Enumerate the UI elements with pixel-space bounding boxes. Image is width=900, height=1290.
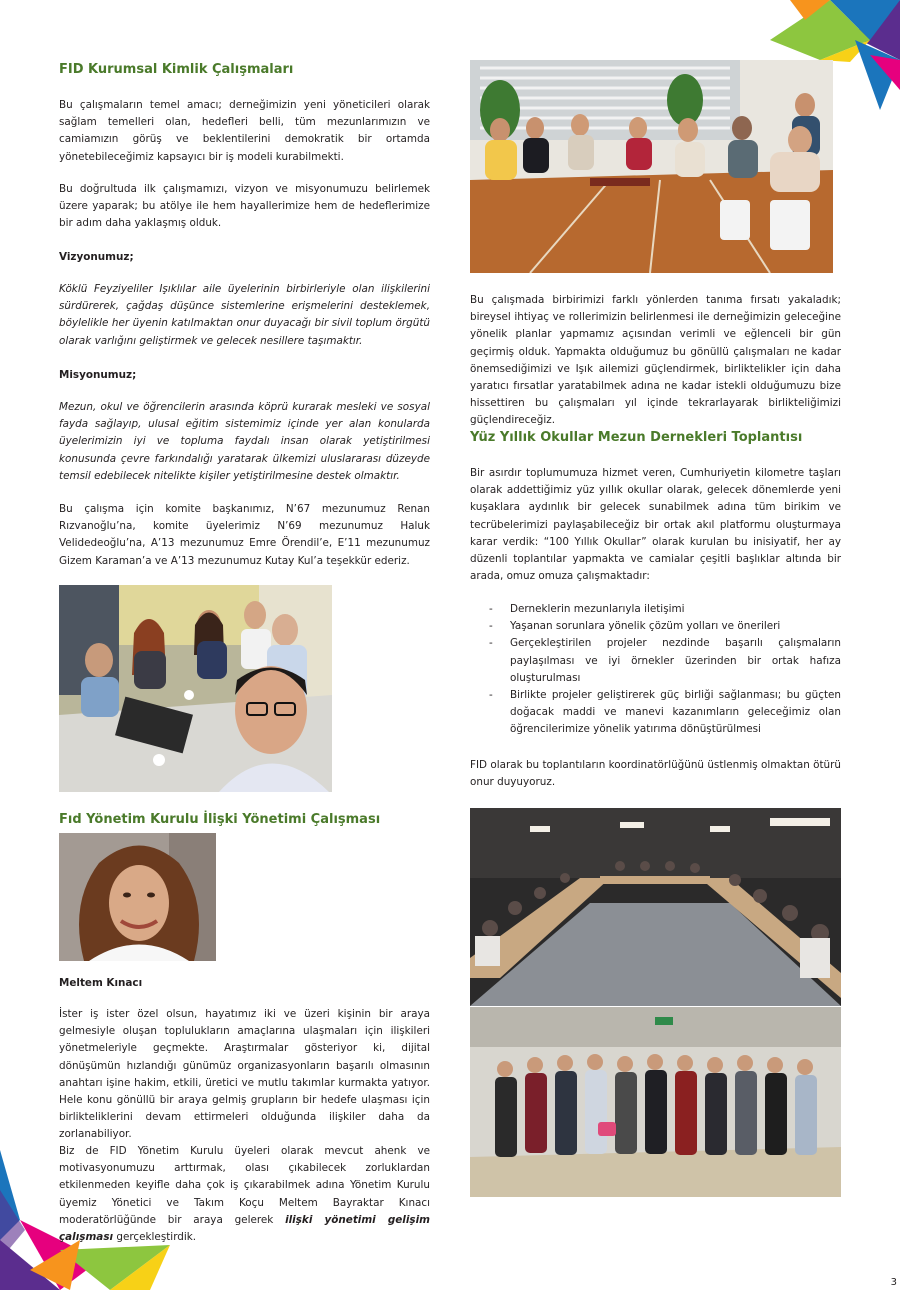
paragraph: Bu doğrultuda ilk çalışmamızı, vizyon ve misyonumuzu belirlemek üzere yaparak; bu atölye ile hem hayallerimize hem de hedeflerimize bir adım daha yaklaşmış olduk. [59,183,430,230]
section-title-kurumsal-kimlik: FID Kurumsal Kimlik Çalışmaları [59,62,294,77]
mission-heading: Misyonumuz; [59,369,137,381]
workshop-circle-photo [470,60,833,273]
bullet-mark: - [489,620,493,633]
paragraph: İster iş ister özel olsun, hayatımız iki ve üzeri kişinin bir araya gelmesiyle oluşan toplulukların amaçlarına ulaşmaları için ilişkileri yönetmeleriyle geçmekte. Araştırmalar gösteriyor ki, dijital dönüşümün hızlandığı günümüz organizasyonların başarılı olmasının anahtarı işine hakim, etkili, üretici ve mutlu takımlar kurmakta yatıyor. Hele konu gönüllü bir araya gelmiş grupların bir hedefe ulaşması için birlikteliklerini devam ettirmeleri olduğunda ilişkiler daha da zorlanabiliyor. [59,1008,430,1141]
paragraph: Bu çalışmada birbirimizi farklı yönlerden tanıma fırsatı yakaladık; bireysel ihtiyaç ve rollerimizin belirlenmesi ile derneğimizin geleceğine yönelik planlar yapmamız açısından verimli ve eğlenceli bir gün geçirmiş olduk. Yapmakta olduğumuz bu gönüllü çalışmaları ne kadar önemsediğimizi ve Işık ailemizi güçlendirmek, birliktelikler için daha yaratıcı fırsatlar yaratabilmek adına ne kadar istekli olduğumuzu bize hissettiren bu çalışmaları yıl içinde tekrarlayarak birlikteliğimizi güçlendireceğiz. [470,294,841,427]
section-title-yonetim-kurulu: Fıd Yönetim Kurulu İlişki Yönetimi Çalışması [59,812,381,827]
list-item-text: Birlikte projeler geliştirerek güç birliği sağlanması; bu güçten doğacak maddi ve manevi kazanımların geleceğimiz olan öğrencilerimize yönelik yatırıma dönüştürülmesi [510,689,841,736]
paragraph-with-emphasis [59,1143,430,1246]
portrait-photo-meltem-kinaci [59,833,216,961]
thanks-paragraph: Bu çalışma için komite başkanımız, N’67 mezunumuz Renan Rızvanoğlu’na, komite üyelerimiz N’69 mezunumuz Haluk Velidedeoğlu’na, A’13 mezunumuz Emre Örendil’e, E’11 mezunumuz Gizem Karaman’a ve A’13 mezunumuz Kutay Kul’a teşekkür ederiz. [59,503,430,567]
list-item [470,687,841,739]
list-item [470,635,841,687]
list-item-text: Derneklerin mezunlarıyla iletişimi [510,603,685,615]
paragraph: Bu çalışmaların temel amacı; derneğimizin yeni yöneticileri olarak sağlam temelleri olan, hedefleri belli, tüm mezunlarımızın ve camiamızın görüş ve beklentilerini demokratik bir ortamda yönetebileceğimiz kapsayıcı bir iş modeli kurabilmekti. [59,99,430,163]
emphasis-text: ilişki yönetimi gelişim çalışması [59,1213,430,1244]
paragraph-text: Biz de FID Yönetim Kurulu üyeleri olarak mevcut ahenk ve motivasyonumuzu arttırmak, olası çıkabilecek zorluklardan etkilenmeden keyifle daha çok iş çıkarabilmek adına Yönetim Kurulu üyemiz Yönetici ve Takım Koçu Meltem Bayraktar Kınacı moderatörlüğünde bir araya gelerek [59,1145,430,1226]
person-name: Meltem Kınacı [59,977,143,989]
section-title-yuz-yillik-okullar: Yüz Yıllık Okullar Mezun Dernekleri Toplantısı [470,430,803,445]
bullet-mark: - [489,637,493,650]
vision-heading: Vizyonumuz; [59,251,134,263]
paragraph: FID olarak bu toplantıların koordinatörlüğünü üstlenmiş olmaktan ötürü onur duyuyoruz. [470,759,841,789]
bullet-list [470,601,841,739]
list-item-text: Gerçekleştirilen projeler nezdinde başarılı çalışmaların paylaşılması ve iyi örnekler üzerinden bir ortak hafıza oluşturulması [510,637,841,684]
paragraph-text-end: gerçekleştirdik. [113,1231,197,1244]
group-photo [470,1007,841,1197]
paragraph: Bir asırdır toplumumuza hizmet veren, Cumhuriyetin kilometre taşları olarak addettiğimiz yüz yıllık okullar olarak, gelecek dönemlerde yeni kuşaklara aydınlık bir gelecek sunabilmek adına tüm birikim ve tecrübelerimizi paylaşabileceğiz bir ortak akıl platformu oluşturmaya karar verdik: “100 Yıllık Okullar” olarak kurulan bu inisiyatif, her ay düzenli toplantılar yapmakta ve camialar çeşitli başlıklar altında bir arada, omuz omuza çalışmaktadır: [470,467,841,583]
workshop-selfie-photo [59,585,332,792]
meeting-room-photo [470,808,841,1006]
page-number: 3 [890,1277,897,1288]
list-item-text: Yaşanan sorunlara yönelik çözüm yolları ve önerileri [510,620,781,633]
mission-text: Mezun, okul ve öğrencilerin arasında köprü kurarak mesleki ve sosyal fayda sağlayıp, ulusal eğitim sistemimiz içinde yer alan konularda üyelerimizin iyi ve topluma faydalı insan olarak yetiştirilmesi konusunda çevre farkındalığı yaratarak ülkemizi uluslararası düzeyde temsil edebilecek nitelikte kişiler yetiştirilmesine destek olmaktır. [59,401,430,482]
bullet-mark: - [489,689,493,702]
vision-text: Köklü Feyziyeliler Işıklılar aile üyelerinin birbirleriyle olan ilişkilerini sürdürerek, çağdaş düşünce sistemlerine erişmelerini desteklemek, böylelikle her üyenin katılmaktan onur duyacağı bir sivil toplum örgütü olarak varlığını geliştirmek ve gelecek nesillere taşımaktır. [59,283,430,347]
list-item [470,601,841,618]
list-item [470,618,841,635]
bullet-mark: - [489,603,493,615]
